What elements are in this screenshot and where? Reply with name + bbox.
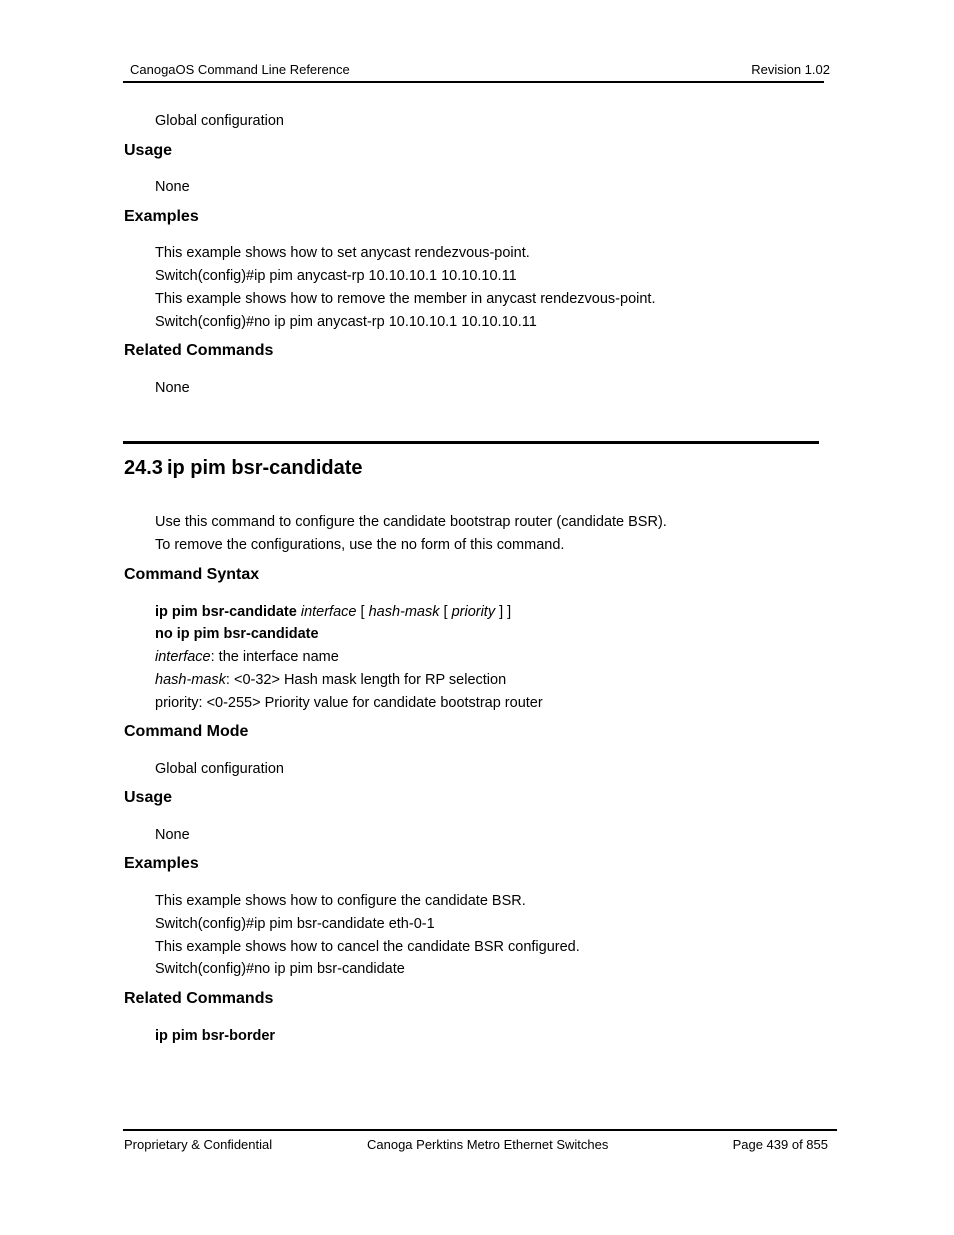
example-line: This example shows how to cancel the candidate BSR configured.	[155, 939, 580, 955]
usage-heading: Usage	[124, 789, 173, 806]
mode-value: Global configuration	[155, 761, 284, 777]
prev-example-line: This example shows how to set anycast rendezvous-point.	[155, 245, 530, 261]
syntax-arg-priority: priority	[451, 604, 496, 620]
footer-rule	[123, 1129, 837, 1131]
prev-related-heading: Related Commands	[124, 342, 274, 359]
header-revision: Revision 1.02	[751, 62, 830, 77]
section-title	[124, 457, 363, 480]
footer-page-number: Page 439 of 855	[732, 1137, 828, 1152]
footer-confidential: Proprietary & Confidential	[124, 1137, 273, 1152]
syntax-bracket-open: [	[443, 604, 448, 620]
section-number: 24.3	[124, 457, 163, 479]
param-desc: : <0-32> Hash mask length for RP selection	[225, 672, 507, 688]
syntax-param-priority: priority: <0-255> Priority value for candidate bootstrap router	[155, 695, 543, 711]
syntax-arg-hash-mask: hash-mask	[368, 604, 440, 620]
prev-usage-value: None	[155, 179, 190, 195]
examples-heading: Examples	[124, 855, 199, 872]
syntax-bracket-open: [	[360, 604, 365, 620]
prev-example-line: This example shows how to remove the member in anycast rendezvous-point.	[155, 291, 656, 307]
header-title: CanogaOS Command Line Reference	[130, 62, 350, 77]
prev-related-value: None	[155, 380, 190, 396]
prev-example-line: Switch(config)#no ip pim anycast-rp 10.10.10.1 10.10.10.11	[155, 314, 537, 330]
param-desc: : the interface name	[210, 649, 339, 665]
example-line: This example shows how to configure the candidate BSR.	[155, 893, 526, 909]
syntax-heading: Command Syntax	[124, 566, 260, 583]
param-name: interface	[155, 649, 211, 665]
section-title-text: ip pim bsr-candidate	[166, 457, 363, 479]
related-command: ip pim bsr-border	[155, 1028, 276, 1044]
section-intro-line: To remove the configurations, use the no form of this command.	[155, 537, 565, 553]
example-line: Switch(config)#no ip pim bsr-candidate	[155, 961, 405, 977]
section-rule	[123, 441, 819, 444]
param-name: hash-mask	[155, 672, 226, 688]
related-heading: Related Commands	[124, 990, 274, 1007]
section-intro-line: Use this command to configure the candidate bootstrap router (candidate BSR).	[155, 514, 667, 530]
syntax-no-form	[155, 626, 319, 642]
syntax-line	[155, 604, 511, 620]
prev-mode-value: Global configuration	[155, 113, 284, 129]
prev-example-line: Switch(config)#ip pim anycast-rp 10.10.10.1 10.10.10.11	[155, 268, 517, 284]
prev-examples-heading: Examples	[124, 208, 199, 225]
syntax-arg-interface: interface	[300, 604, 357, 620]
syntax-bracket-close: ] ]	[499, 604, 512, 620]
example-line: Switch(config)#ip pim bsr-candidate eth-0-1	[155, 916, 435, 932]
syntax-param-hash-mask	[155, 672, 506, 688]
mode-heading: Command Mode	[124, 723, 249, 740]
usage-value: None	[155, 827, 190, 843]
prev-usage-heading: Usage	[124, 142, 173, 159]
syntax-command: ip pim bsr-candidate	[155, 604, 297, 620]
syntax-no-command: no ip pim bsr-candidate	[155, 626, 319, 642]
footer-product: Canoga Perktins Metro Ethernet Switches	[367, 1137, 609, 1152]
syntax-param-interface	[155, 649, 339, 665]
header-rule	[123, 81, 824, 83]
